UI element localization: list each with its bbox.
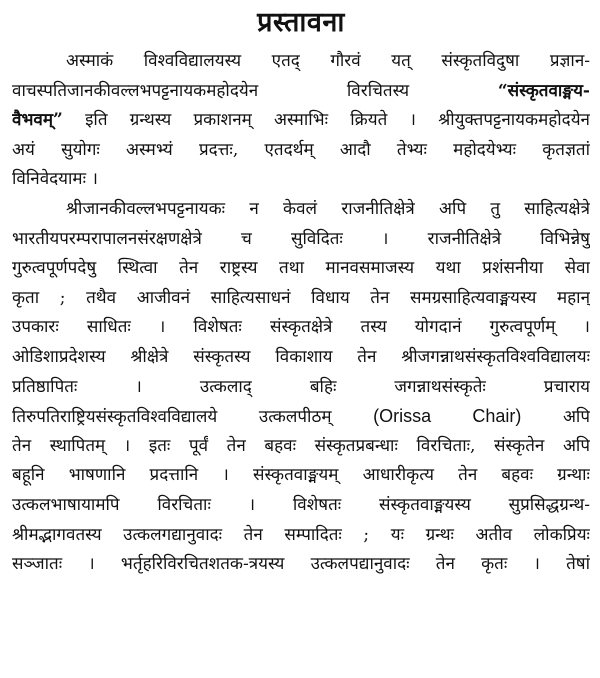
text-line [12,225,590,255]
text-run: अयं सुयोगः अस्मभ्यं प्रदत्तः, एतदर्थम् आदौ तेभ्यः महोदयेभ्यः कृतज्ञतां [12,139,590,160]
text-run: भारतीयपरम्परापालनसंरक्षणक्षेत्रे च सुविदितः । राजनीतिक्षेत्रे विभिन्नेषु [12,228,590,249]
text-line [12,77,590,107]
text-line [12,284,590,314]
book-title-emphasis: “संस्कृतवाङ्मय- [497,80,590,101]
text-line [12,550,590,580]
text-line [12,195,590,225]
paragraph-1 [12,47,590,195]
text-line [12,343,590,373]
text-line [12,373,590,403]
text-run: उपकारः साधितः । विशेषतः संस्कृतक्षेत्रे तस्य योगदानं गुरुत्वपूर्णम् । [12,317,590,338]
text-line [12,432,590,462]
text-line [12,136,590,166]
text-line [12,254,590,284]
text-run: अपि [521,407,590,428]
text-run: गुरुत्वपूर्णपदेषु स्थित्वा तेन राष्ट्रस्य तथा मानवसमाजस्य यथा प्रशंसनीया सेवा [12,258,590,279]
text-run: वाचस्पतिजानकीवल्लभपट्टनायकमहोदयेन विरचितस्य [12,80,498,101]
text-line [12,521,590,551]
text-run: श्रीजानकीवल्लभपट्टनायकः न केवलं राजनीतिक्षेत्रे अपि तु साहित्यक्षेत्रे [66,198,590,219]
text-run: कृता ; तथैव आजीवनं साहित्यसाधनं विधाय तेन समग्रसाहित्यवाङ्मयस्य महान् [12,287,590,308]
text-line [12,165,590,195]
page-title: प्रस्तावना [257,7,345,38]
text-run: प्रतिष्ठापितः । उत्कलाद् बहिः जगन्नाथसंस्कृतेः प्रचाराय [12,376,590,397]
paragraph-2 [12,195,590,580]
text-run: सञ्जातः । भर्तृहरिविरचितशतक-त्रयस्य उत्कलपद्यानुवादः तेन कृतः । तेषां [12,554,590,575]
text-line [12,47,590,77]
text-run: श्रीमद्भागवतस्य उत्कलगद्यानुवादः तेन सम्पादितः ; यः ग्रन्थः अतीव लोकप्रियः [12,524,590,545]
text-line [12,313,590,343]
latin-text: (Orissa Chair) [373,406,522,427]
text-line [12,491,590,521]
text-line [12,461,590,491]
text-run: तिरुपतिराष्ट्रियसंस्कृतविश्वविद्यालये उत्कलपीठम् [12,407,374,428]
text-run: बहूनि भाषणानि प्रदत्तानि । संस्कृतवाङ्मयम् आधारीकृत्य तेन बहवः ग्रन्थाः [12,465,590,486]
text-run: तेन स्थापितम् । इतः पूर्वं तेन बहवः संस्कृतप्रबन्धाः विरचिताः, संस्कृतेन अपि [12,435,590,456]
text-line [12,402,590,432]
text-run: ओडिशाप्रदेशस्य श्रीक्षेत्रे संस्कृतस्य विकाशाय तेन श्रीजगन्नाथसंस्कृतविश्वविद्यालयः [12,346,590,367]
text-run: विनिवेदयामः । [12,169,98,190]
text-line [12,106,590,136]
book-title-emphasis: वैभवम्” [12,110,63,131]
text-run: इति ग्रन्थस्य प्रकाशनम् अस्माभिः क्रियते । श्रीयुक्तपट्टनायकमहोदयेन [62,110,590,131]
text-run: अस्माकं विश्वविद्यालयस्य एतद् गौरवं यत् संस्कृतविदुषा प्रज्ञान- [66,51,590,71]
text-run: उत्कलभाषायामपि विरचिताः । विशेषतः संस्कृतवाङ्मयस्य सुप्रसिद्धग्रन्थ- [12,494,590,515]
